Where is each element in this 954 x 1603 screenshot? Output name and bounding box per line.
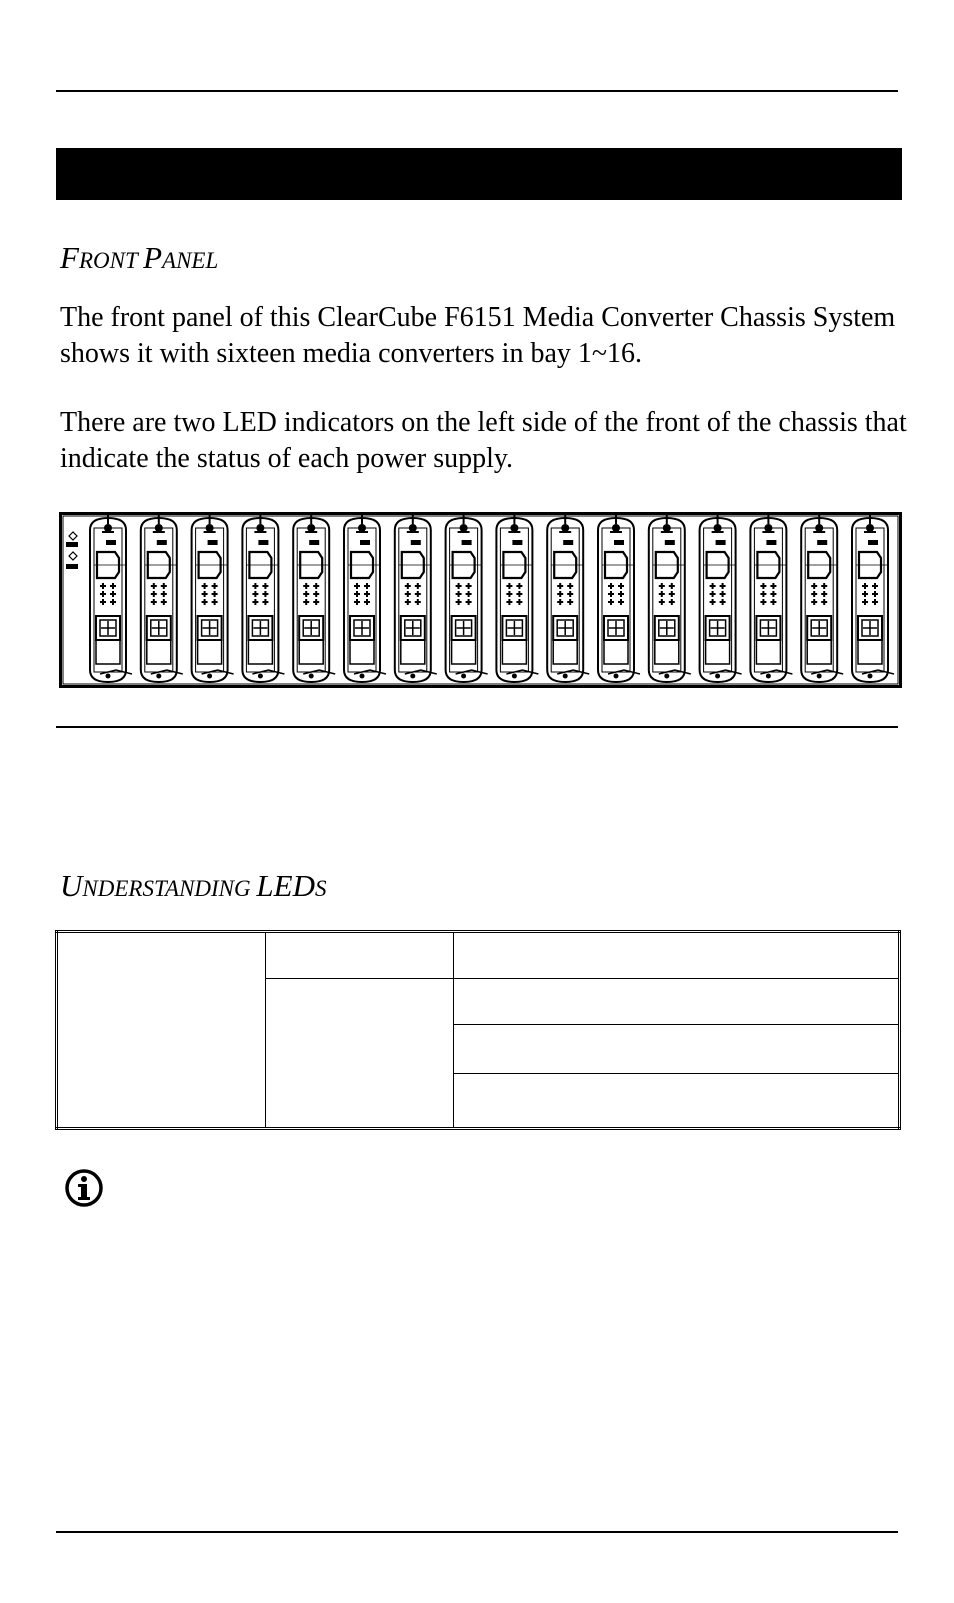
top-rule bbox=[56, 90, 898, 92]
front-panel-paragraph-2: There are two LED indicators on the left side of the front of the chassis that indicate the status of each power supply. bbox=[60, 407, 907, 474]
led-table bbox=[55, 930, 901, 1130]
table-cell bbox=[454, 1074, 900, 1129]
table-row bbox=[57, 932, 900, 979]
table-cell bbox=[454, 1025, 900, 1074]
table-cell bbox=[454, 978, 900, 1025]
table-cell-led bbox=[57, 932, 266, 1129]
table-cell bbox=[454, 932, 900, 979]
bottom-rule bbox=[56, 1531, 898, 1533]
middle-rule bbox=[56, 726, 898, 728]
front-panel-heading: FRONT PANEL bbox=[60, 240, 219, 275]
chapter-title-bar bbox=[56, 148, 902, 200]
table-cell bbox=[266, 978, 454, 1128]
info-icon bbox=[64, 1168, 104, 1208]
chassis-front-panel-figure bbox=[59, 512, 902, 688]
front-panel-paragraph-1: The front panel of this ClearCube F6151 Media Converter Chassis System shows it with sixteen media converters in bay 1~16. bbox=[60, 302, 896, 369]
understanding-leds-heading: UNDERSTANDING LEDS bbox=[60, 868, 327, 903]
table-cell bbox=[266, 932, 454, 979]
